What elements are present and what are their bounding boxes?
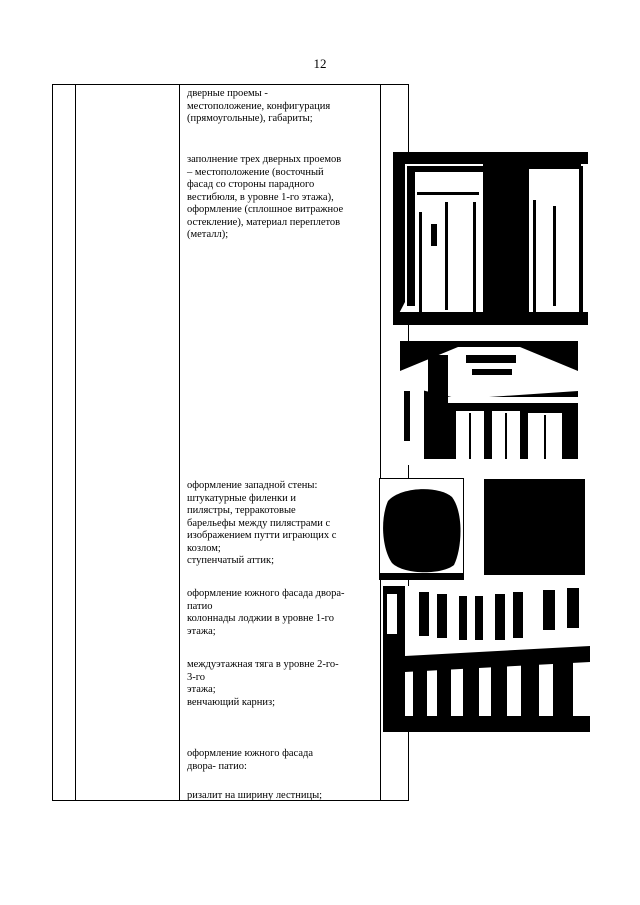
column-divider: [179, 85, 180, 800]
row-text-south-facade-loggia: оформление южного фасада двора- патио колоннады лоджии в уровне 1-го этажа;: [187, 588, 345, 637]
row-text-west-wall: оформление западной стены: штукатурные филенки и пилястры, терракотовые барельефы между пилястрами с изображением путти играющих с козлом; ступенчатый аттик;: [187, 480, 337, 566]
row-text-interfloor-cornice: междуэтажная тяга в уровне 2-го- 3-го этажа; венчающий карниз;: [187, 659, 339, 708]
page-number: 12: [313, 56, 327, 71]
row-text-south-facade: оформление южного фасада двора- патио:: [187, 748, 314, 772]
photo-bas-relief: [379, 478, 464, 580]
monument-elements-table: [52, 84, 409, 801]
photo-glass-doors: [393, 152, 588, 325]
row-text-door-openings: дверные проемы - местоположение, конфигурация (прямоугольные), габариты;: [187, 88, 331, 124]
photo-vestibule-interior: [400, 341, 578, 465]
column-divider: [380, 85, 381, 800]
row-text-risalit: ризалит на ширину лестницы;: [187, 790, 323, 801]
photo-pilaster-panel: [484, 479, 585, 575]
column-divider: [75, 85, 76, 800]
photo-courtyard-facade: [383, 586, 590, 732]
row-text-door-fillings: заполнение трех дверных проемов – местоположение (восточный фасад со стороны парадного вестибюля, в уровне 1-го этажа), оформление (сплошное витражное остекление), материал переплетов (металл);: [187, 154, 344, 240]
